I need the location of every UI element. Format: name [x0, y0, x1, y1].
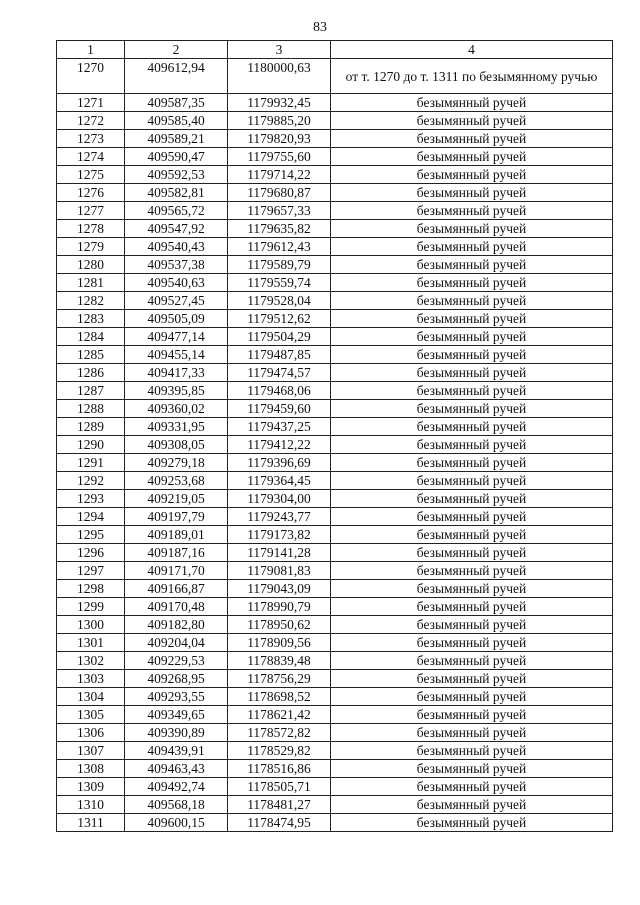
table-row — [57, 796, 613, 814]
description-cell: безымянный ручей — [331, 94, 613, 112]
table-row — [57, 346, 613, 364]
y-coordinate-cell: 1178572,82 — [228, 724, 331, 742]
description-cell: безымянный ручей — [331, 760, 613, 778]
description-cell: безымянный ручей — [331, 796, 613, 814]
description-cell: безымянный ручей — [331, 328, 613, 346]
x-coordinate-cell: 409197,79 — [125, 508, 228, 526]
table-row — [57, 94, 613, 112]
description-cell: безымянный ручей — [331, 418, 613, 436]
table-row — [57, 328, 613, 346]
point-number-cell: 1294 — [57, 508, 125, 526]
table-row — [57, 598, 613, 616]
header-col-4: 4 — [331, 41, 613, 59]
y-coordinate-cell: 1179243,77 — [228, 508, 331, 526]
y-coordinate-cell: 1179559,74 — [228, 274, 331, 292]
x-coordinate-cell: 409390,89 — [125, 724, 228, 742]
table-row — [57, 454, 613, 472]
table-row — [57, 778, 613, 796]
y-coordinate-cell: 1178698,52 — [228, 688, 331, 706]
description-cell: безымянный ручей — [331, 364, 613, 382]
point-number-cell: 1296 — [57, 544, 125, 562]
table-row — [57, 202, 613, 220]
point-number-cell: 1291 — [57, 454, 125, 472]
y-coordinate-cell: 1178839,48 — [228, 652, 331, 670]
point-number-cell: 1286 — [57, 364, 125, 382]
point-number-cell: 1308 — [57, 760, 125, 778]
point-number-cell: 1293 — [57, 490, 125, 508]
table-row — [57, 238, 613, 256]
x-coordinate-cell: 409253,68 — [125, 472, 228, 490]
table-header — [57, 41, 613, 59]
x-coordinate-cell: 409592,53 — [125, 166, 228, 184]
y-coordinate-cell: 1179932,45 — [228, 94, 331, 112]
x-coordinate-cell: 409331,95 — [125, 418, 228, 436]
x-coordinate-cell: 409492,74 — [125, 778, 228, 796]
point-number-cell: 1305 — [57, 706, 125, 724]
point-number-cell: 1304 — [57, 688, 125, 706]
description-cell: безымянный ручей — [331, 148, 613, 166]
y-coordinate-cell: 1179528,04 — [228, 292, 331, 310]
description-cell: безымянный ручей — [331, 130, 613, 148]
description-cell: безымянный ручей — [331, 166, 613, 184]
table-row — [57, 418, 613, 436]
y-coordinate-cell: 1178474,95 — [228, 814, 331, 832]
x-coordinate-cell: 409540,43 — [125, 238, 228, 256]
point-number-cell: 1290 — [57, 436, 125, 454]
table-row — [57, 112, 613, 130]
description-cell: безымянный ручей — [331, 310, 613, 328]
y-coordinate-cell: 1179512,62 — [228, 310, 331, 328]
table-row — [57, 382, 613, 400]
y-coordinate-cell: 1179468,06 — [228, 382, 331, 400]
x-coordinate-cell: 409587,35 — [125, 94, 228, 112]
y-coordinate-cell: 1179474,57 — [228, 364, 331, 382]
x-coordinate-cell: 409187,16 — [125, 544, 228, 562]
y-coordinate-cell: 1179412,22 — [228, 436, 331, 454]
table-row — [57, 130, 613, 148]
y-coordinate-cell: 1178481,27 — [228, 796, 331, 814]
description-cell: безымянный ручей — [331, 292, 613, 310]
y-coordinate-cell: 1179141,28 — [228, 544, 331, 562]
description-cell: безымянный ручей — [331, 616, 613, 634]
y-coordinate-cell: 1178516,86 — [228, 760, 331, 778]
point-number-cell: 1292 — [57, 472, 125, 490]
x-coordinate-cell: 409590,47 — [125, 148, 228, 166]
point-number-cell: 1281 — [57, 274, 125, 292]
description-cell: безымянный ручей — [331, 202, 613, 220]
description-cell: безымянный ручей — [331, 670, 613, 688]
y-coordinate-cell: 1178990,79 — [228, 598, 331, 616]
y-coordinate-cell: 1178529,82 — [228, 742, 331, 760]
table-row — [57, 742, 613, 760]
x-coordinate-cell: 409565,72 — [125, 202, 228, 220]
table-row — [57, 634, 613, 652]
point-number-cell: 1297 — [57, 562, 125, 580]
x-coordinate-cell: 409547,92 — [125, 220, 228, 238]
x-coordinate-cell: 409182,80 — [125, 616, 228, 634]
description-cell: безымянный ручей — [331, 238, 613, 256]
table-row — [57, 670, 613, 688]
point-number-cell: 1274 — [57, 148, 125, 166]
description-cell: безымянный ручей — [331, 274, 613, 292]
point-number-cell: 1307 — [57, 742, 125, 760]
header-col-1: 1 — [57, 41, 125, 59]
table-row — [57, 59, 613, 94]
x-coordinate-cell: 409600,15 — [125, 814, 228, 832]
x-coordinate-cell: 409170,48 — [125, 598, 228, 616]
x-coordinate-cell: 409293,55 — [125, 688, 228, 706]
x-coordinate-cell: 409568,18 — [125, 796, 228, 814]
table-row — [57, 274, 613, 292]
page-number: 83 — [313, 20, 327, 35]
description-cell: безымянный ручей — [331, 724, 613, 742]
x-coordinate-cell: 409308,05 — [125, 436, 228, 454]
table-row — [57, 490, 613, 508]
y-coordinate-cell: 1179437,25 — [228, 418, 331, 436]
x-coordinate-cell: 409229,53 — [125, 652, 228, 670]
x-coordinate-cell: 409585,40 — [125, 112, 228, 130]
x-coordinate-cell: 409189,01 — [125, 526, 228, 544]
x-coordinate-cell: 409219,05 — [125, 490, 228, 508]
table-row — [57, 436, 613, 454]
y-coordinate-cell: 1179043,09 — [228, 580, 331, 598]
description-cell: безымянный ручей — [331, 256, 613, 274]
description-cell: безымянный ручей — [331, 346, 613, 364]
description-cell: безымянный ручей — [331, 454, 613, 472]
y-coordinate-cell: 1179635,82 — [228, 220, 331, 238]
description-cell: безымянный ручей — [331, 112, 613, 130]
point-number-cell: 1310 — [57, 796, 125, 814]
y-coordinate-cell: 1179364,45 — [228, 472, 331, 490]
point-number-cell: 1300 — [57, 616, 125, 634]
x-coordinate-cell: 409395,85 — [125, 382, 228, 400]
header-col-3: 3 — [228, 41, 331, 59]
point-number-cell: 1276 — [57, 184, 125, 202]
y-coordinate-cell: 1179304,00 — [228, 490, 331, 508]
point-number-cell: 1285 — [57, 346, 125, 364]
point-number-cell: 1306 — [57, 724, 125, 742]
description-cell: безымянный ручей — [331, 184, 613, 202]
description-cell: безымянный ручей — [331, 652, 613, 670]
description-cell: безымянный ручей — [331, 562, 613, 580]
table-row — [57, 688, 613, 706]
y-coordinate-cell: 1179487,85 — [228, 346, 331, 364]
table-row — [57, 310, 613, 328]
x-coordinate-cell: 409279,18 — [125, 454, 228, 472]
x-coordinate-cell: 409505,09 — [125, 310, 228, 328]
x-coordinate-cell: 409463,43 — [125, 760, 228, 778]
point-number-cell: 1288 — [57, 400, 125, 418]
description-cell: безымянный ручей — [331, 814, 613, 832]
x-coordinate-cell: 409537,38 — [125, 256, 228, 274]
x-coordinate-cell: 409360,02 — [125, 400, 228, 418]
y-coordinate-cell: 1179755,60 — [228, 148, 331, 166]
point-number-cell: 1309 — [57, 778, 125, 796]
y-coordinate-cell: 1179459,60 — [228, 400, 331, 418]
table-body — [57, 59, 613, 832]
point-number-cell: 1270 — [57, 59, 125, 94]
x-coordinate-cell: 409204,04 — [125, 634, 228, 652]
description-cell: безымянный ручей — [331, 400, 613, 418]
table-row — [57, 652, 613, 670]
y-coordinate-cell: 1179081,83 — [228, 562, 331, 580]
point-number-cell: 1283 — [57, 310, 125, 328]
point-number-cell: 1271 — [57, 94, 125, 112]
point-number-cell: 1278 — [57, 220, 125, 238]
point-number-cell: 1282 — [57, 292, 125, 310]
point-number-cell: 1298 — [57, 580, 125, 598]
description-cell: безымянный ручей — [331, 544, 613, 562]
point-number-cell: 1303 — [57, 670, 125, 688]
description-cell: безымянный ручей — [331, 634, 613, 652]
table-row — [57, 724, 613, 742]
description-cell: безымянный ручей — [331, 220, 613, 238]
x-coordinate-cell: 409540,63 — [125, 274, 228, 292]
table-row — [57, 256, 613, 274]
y-coordinate-cell: 1178505,71 — [228, 778, 331, 796]
y-coordinate-cell: 1179173,82 — [228, 526, 331, 544]
point-number-cell: 1277 — [57, 202, 125, 220]
point-number-cell: 1295 — [57, 526, 125, 544]
x-coordinate-cell: 409417,33 — [125, 364, 228, 382]
description-cell: безымянный ручей — [331, 508, 613, 526]
description-cell: безымянный ручей — [331, 526, 613, 544]
x-coordinate-cell: 409612,94 — [125, 59, 228, 94]
y-coordinate-cell: 1179657,33 — [228, 202, 331, 220]
header-col-2: 2 — [125, 41, 228, 59]
y-coordinate-cell: 1179504,29 — [228, 328, 331, 346]
x-coordinate-cell: 409527,45 — [125, 292, 228, 310]
point-number-cell: 1279 — [57, 238, 125, 256]
x-coordinate-cell: 409171,70 — [125, 562, 228, 580]
table-row — [57, 148, 613, 166]
y-coordinate-cell: 1179396,69 — [228, 454, 331, 472]
y-coordinate-cell: 1178950,62 — [228, 616, 331, 634]
x-coordinate-cell: 409477,14 — [125, 328, 228, 346]
point-number-cell: 1275 — [57, 166, 125, 184]
table-row — [57, 580, 613, 598]
point-number-cell: 1280 — [57, 256, 125, 274]
table-row — [57, 544, 613, 562]
table-row — [57, 292, 613, 310]
coordinates-table — [56, 40, 613, 832]
table-row — [57, 166, 613, 184]
description-cell: безымянный ручей — [331, 580, 613, 598]
y-coordinate-cell: 1178621,42 — [228, 706, 331, 724]
x-coordinate-cell: 409166,87 — [125, 580, 228, 598]
y-coordinate-cell: 1179714,22 — [228, 166, 331, 184]
description-cell: безымянный ручей — [331, 598, 613, 616]
point-number-cell: 1299 — [57, 598, 125, 616]
y-coordinate-cell: 1179885,20 — [228, 112, 331, 130]
point-number-cell: 1284 — [57, 328, 125, 346]
y-coordinate-cell: 1179612,43 — [228, 238, 331, 256]
table-row — [57, 706, 613, 724]
table-row — [57, 814, 613, 832]
description-cell: безымянный ручей — [331, 778, 613, 796]
point-number-cell: 1273 — [57, 130, 125, 148]
table-row — [57, 184, 613, 202]
table-row — [57, 472, 613, 490]
description-cell: безымянный ручей — [331, 742, 613, 760]
y-coordinate-cell: 1178756,29 — [228, 670, 331, 688]
description-cell: безымянный ручей — [331, 472, 613, 490]
point-number-cell: 1272 — [57, 112, 125, 130]
table-row — [57, 508, 613, 526]
table-row — [57, 400, 613, 418]
x-coordinate-cell: 409268,95 — [125, 670, 228, 688]
y-coordinate-cell: 1179589,79 — [228, 256, 331, 274]
point-number-cell: 1302 — [57, 652, 125, 670]
y-coordinate-cell: 1179680,87 — [228, 184, 331, 202]
table-row — [57, 616, 613, 634]
y-coordinate-cell: 1179820,93 — [228, 130, 331, 148]
x-coordinate-cell: 409582,81 — [125, 184, 228, 202]
table-row — [57, 220, 613, 238]
y-coordinate-cell: 1178909,56 — [228, 634, 331, 652]
description-cell: от т. 1270 до т. 1311 по безымянному ручью — [331, 59, 613, 94]
description-cell: безымянный ручей — [331, 382, 613, 400]
point-number-cell: 1287 — [57, 382, 125, 400]
table-row — [57, 526, 613, 544]
table-row — [57, 760, 613, 778]
x-coordinate-cell: 409439,91 — [125, 742, 228, 760]
point-number-cell: 1289 — [57, 418, 125, 436]
point-number-cell: 1301 — [57, 634, 125, 652]
table-row — [57, 364, 613, 382]
x-coordinate-cell: 409455,14 — [125, 346, 228, 364]
y-coordinate-cell: 1180000,63 — [228, 59, 331, 94]
description-cell: безымянный ручей — [331, 688, 613, 706]
header-row — [57, 41, 613, 59]
x-coordinate-cell: 409589,21 — [125, 130, 228, 148]
table-row — [57, 562, 613, 580]
x-coordinate-cell: 409349,65 — [125, 706, 228, 724]
description-cell: безымянный ручей — [331, 490, 613, 508]
description-cell: безымянный ручей — [331, 436, 613, 454]
point-number-cell: 1311 — [57, 814, 125, 832]
description-cell: безымянный ручей — [331, 706, 613, 724]
